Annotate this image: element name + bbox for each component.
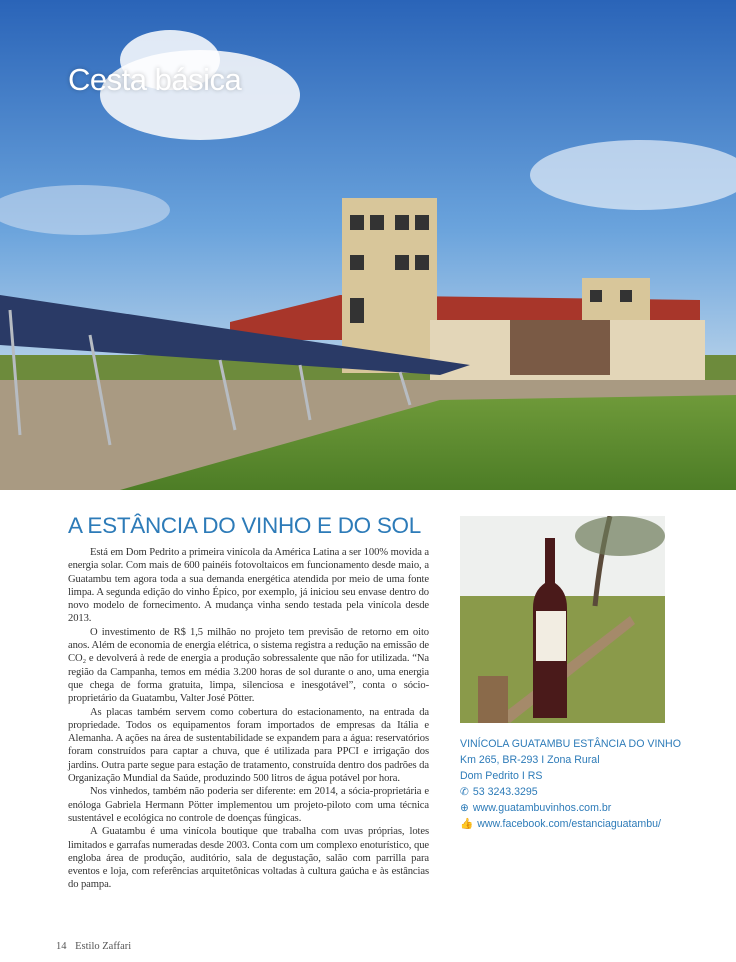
wine-bottle-photo (460, 516, 665, 723)
article-headline: A ESTÂNCIA DO VINHO E DO SOL (68, 513, 421, 538)
paragraph: Nos vinhedos, também não poderia ser diferente: em 2014, a sócia-proprietária e enóloga Gabriela Hermann Pötter implementou um projeto-piloto com uma técnica sustentável e ecológica no controle de doenças fúngicas. (68, 786, 429, 824)
paragraph: Está em Dom Pedrito a primeira vinícola da América Latina a ser 100% movida a energia solar. Com mais de 600 painéis fotovoltaicos em funcionamento desde maio, a Guatambu tem agora toda a sua demanda energética atendida por meio de uma fonte limpa. A segunda edição do vinho Épico, por exemplo, já iniciou seu envase dentro do novo modelo de fornecimento. A mudança vinha sendo testada pela vinícola desde 2013. (68, 547, 429, 625)
globe-icon: ⊕ (460, 802, 469, 814)
page-number: 14 (56, 941, 67, 952)
winery-name: VINÍCOLA GUATAMBU ESTÂNCIA DO VINHO (460, 738, 681, 750)
paragraph: A Guatambu é uma vinícola boutique que trabalha com uvas próprias, lotes limitados e garrafas numeradas desde 2003. Conta com um complexo enoturístico, que engloba área de produção, auditório, sala de degustação, salão com parrilla para eventos e loja, com referências arquitetônicas voltadas à cultura gaúcha e às estâncias do pampa. (68, 826, 429, 891)
city: Dom Pedrito I RS (460, 770, 543, 782)
contact-info (460, 736, 681, 832)
article-body (68, 546, 429, 892)
magazine-name: Estilo Zaffari (75, 941, 132, 952)
address: Km 265, BR-293 I Zona Rural (460, 754, 600, 766)
section-label: Cesta básica (68, 62, 242, 97)
paragraph: As placas também servem como cobertura do estacionamento, na entrada da propriedade. Todos os equipamentos foram importados de empresas da Itália e Alemanha. A ações na área de sustentabilidade se expandem para a água: reservatórios foram construídos para captar a chuva, que é utilizada para PPCI e irrigação dos jardins. Outra parte segue para estação de tratamento, construída dentro dos padrões da Organização Mundial da Saúde, produzindo 500 litros de água potável por hora. (68, 706, 429, 785)
phone-icon: ✆ (460, 786, 469, 798)
page-footer (56, 940, 137, 953)
paragraph: O investimento de R$ 1,5 milhão no projeto tem previsão de retorno em oito anos. Além de economia de energia elétrica, o sistema registra a redução na emissão de CO₂ e devolverá à rede de energia a produção sobressalente que não for utilizada. “Na região da Campanha, temos em média 3.200 horas de sol durante o ano, uma energia que chega de forma gratuita, limpa, silenciosa e inesgotável”, conta o sócio-proprietário da Guatambu, Valter José Pötter. (68, 626, 429, 705)
website-link[interactable]: www.guatambuvinhos.com.br (472, 802, 612, 814)
phone: 53 3243.3295 (472, 786, 538, 798)
facebook-link[interactable]: www.facebook.com/estanciaguatambu/ (477, 818, 661, 830)
thumbs-up-icon: 👍 (460, 818, 474, 830)
